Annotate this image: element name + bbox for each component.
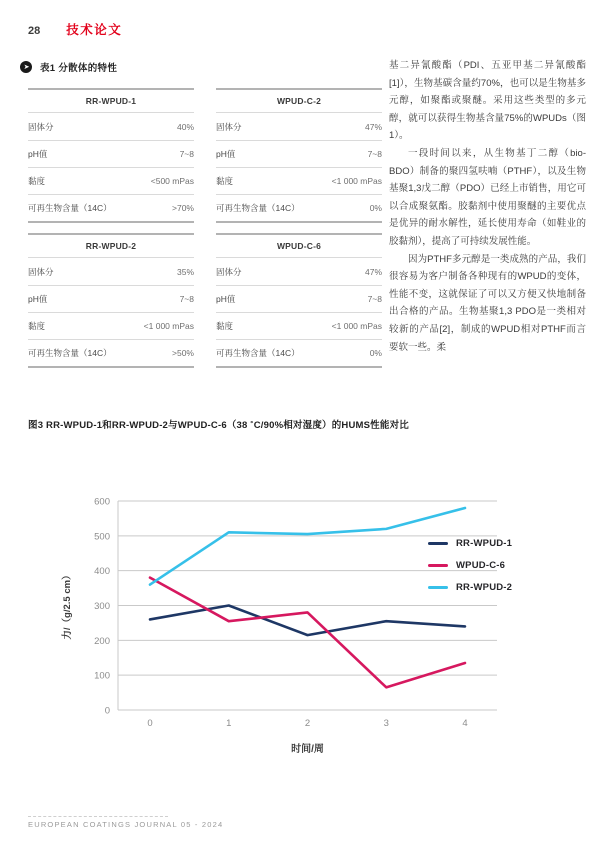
legend-line-swatch xyxy=(428,586,448,589)
row-value: <1 000 mPas xyxy=(143,321,194,331)
article-text-column xyxy=(389,57,586,356)
row-value: 47% xyxy=(364,266,382,277)
row-value: 7~8 xyxy=(367,149,382,159)
row-value: 47% xyxy=(364,121,382,132)
table-row xyxy=(28,312,194,339)
legend-line-swatch xyxy=(428,542,448,545)
y-tick-label: 0 xyxy=(104,705,110,717)
series-line-wpud-c-6 xyxy=(150,578,465,688)
table-row xyxy=(28,113,194,140)
y-tick-label: 600 xyxy=(94,496,110,508)
table-row xyxy=(216,312,382,339)
row-value: 0% xyxy=(369,348,382,358)
table-row xyxy=(216,140,382,167)
row-value: <1 000 mPas xyxy=(331,176,382,186)
row-label: 可再生物含量（14C） xyxy=(28,348,112,358)
row-label: 固体分 xyxy=(28,121,54,132)
table-wpud-c-2 xyxy=(216,88,382,223)
series-line-rr-wpud-2 xyxy=(150,508,465,585)
row-label: 黏度 xyxy=(216,321,234,331)
y-axis-title: 力/（g/2.5 cm） xyxy=(62,570,73,640)
row-label: 固体分 xyxy=(216,121,242,132)
table-row xyxy=(28,339,194,366)
row-label: 固体分 xyxy=(216,266,242,277)
row-label: pH值 xyxy=(216,149,236,159)
row-label: 黏度 xyxy=(216,176,234,186)
figure3-line-chart xyxy=(60,488,580,798)
chart-legend xyxy=(428,532,512,598)
row-value: >70% xyxy=(172,203,194,213)
x-tick-label: 2 xyxy=(304,718,311,729)
row-value: >50% xyxy=(172,348,194,358)
x-tick-label: 3 xyxy=(383,718,389,729)
article-paragraph: 一段时间以来，从生物基丁二醇（bio-BDO）制备的聚四氢呋喃（PTHF），以及生物基聚1,3戊二醇（PDO）已经上市销售，用它可以合成聚氨酯。胶黏剂中使用聚醚的主要优点是优异的耐水解性，延长使用寿命（如鞋业的胶黏剂），提高了可持续发展性能。 xyxy=(389,147,586,247)
x-tick-label: 0 xyxy=(147,718,153,729)
legend-item xyxy=(428,554,512,576)
row-label: 固体分 xyxy=(28,266,54,277)
row-label: pH值 xyxy=(28,294,48,304)
footer-divider xyxy=(28,816,168,817)
row-value: 35% xyxy=(176,266,194,277)
row-label: 可再生物含量（14C） xyxy=(216,348,300,358)
row-label: 黏度 xyxy=(28,321,46,331)
series-line-rr-wpud-1 xyxy=(150,606,465,636)
legend-item xyxy=(428,576,512,598)
table-row xyxy=(28,285,194,312)
table-row xyxy=(216,113,382,140)
arrow-right-circle-icon: ➤ xyxy=(20,61,32,73)
row-value: 7~8 xyxy=(179,149,194,159)
table-row xyxy=(216,339,382,366)
table-row xyxy=(216,285,382,312)
legend-item xyxy=(428,532,512,554)
y-tick-label: 300 xyxy=(94,601,110,612)
table1-heading xyxy=(20,60,117,74)
article-paragraph: 基二异氰酸酯（PDI、五亚甲基二异氰酸酯[1]），生物基碳含量约70%，也可以是生物基多元醇，如聚酯或聚醚。采用这些类型的多元醇，就可以获得生物基含量75%的WPUDs（图1）。 xyxy=(389,60,586,142)
dispersion-tables xyxy=(28,88,382,368)
section-title: 技术论文 xyxy=(66,23,123,37)
row-label: 可再生物含量（14C） xyxy=(216,203,300,213)
table-rr-wpud-1 xyxy=(28,88,194,223)
page-header xyxy=(28,20,122,38)
row-value: 7~8 xyxy=(179,294,194,304)
y-tick-label: 400 xyxy=(94,566,110,578)
footer-journal-line: EUROPEAN COATINGS JOURNAL 05 - 2024 xyxy=(28,820,224,829)
table-header: WPUD-C-2 xyxy=(216,90,382,113)
table-row xyxy=(216,167,382,194)
y-tick-label: 200 xyxy=(94,635,110,647)
table-row xyxy=(216,194,382,221)
table-header: RR-WPUD-1 xyxy=(28,90,194,113)
table1-title: 表1 分散体的特性 xyxy=(40,63,118,74)
table-header: RR-WPUD-2 xyxy=(28,235,194,258)
row-value: <1 000 mPas xyxy=(331,321,382,331)
legend-line-swatch xyxy=(428,564,448,567)
row-label: pH值 xyxy=(28,149,48,159)
table-row xyxy=(216,258,382,285)
y-tick-label: 500 xyxy=(94,531,110,543)
y-tick-label: 100 xyxy=(94,670,110,682)
row-value: 40% xyxy=(176,121,194,132)
table-wpud-c-6 xyxy=(216,233,382,368)
row-value: 0% xyxy=(369,203,382,213)
legend-label: RR-WPUD-1 xyxy=(456,537,513,549)
x-tick-label: 4 xyxy=(462,718,468,729)
row-label: 黏度 xyxy=(28,176,46,186)
row-label: 可再生物含量（14C） xyxy=(28,203,112,213)
table-rr-wpud-2 xyxy=(28,233,194,368)
article-paragraph: 因为PTHF多元醇是一类成熟的产品，我们很容易为客户制备各种现有的WPUD的变体，性能不变，这就保证了可以又方便又快地制备出合格的产品。生物基聚1,3 PDO是一类相对较新的产品[2]，制成的WPUD相对PTHF而言要软一些。柔 xyxy=(389,253,586,353)
figure3-caption: 图3 RR-WPUD-1和RR-WPUD-2与WPUD-C-6（38 ˚C/90%相对湿度）的HUMS性能对比 xyxy=(28,420,409,431)
table-row xyxy=(28,258,194,285)
legend-label: RR-WPUD-2 xyxy=(456,581,513,593)
legend-label: WPUD-C-6 xyxy=(456,559,506,571)
row-label: pH值 xyxy=(216,294,236,304)
page-number: 28 xyxy=(28,25,41,37)
table-header: WPUD-C-6 xyxy=(216,235,382,258)
x-axis-title: 时间/周 xyxy=(291,744,324,755)
table-row xyxy=(28,194,194,221)
x-tick-label: 1 xyxy=(226,718,232,729)
row-value: 7~8 xyxy=(367,294,382,304)
table-row xyxy=(28,140,194,167)
row-value: <500 mPas xyxy=(150,176,194,186)
table-row xyxy=(28,167,194,194)
